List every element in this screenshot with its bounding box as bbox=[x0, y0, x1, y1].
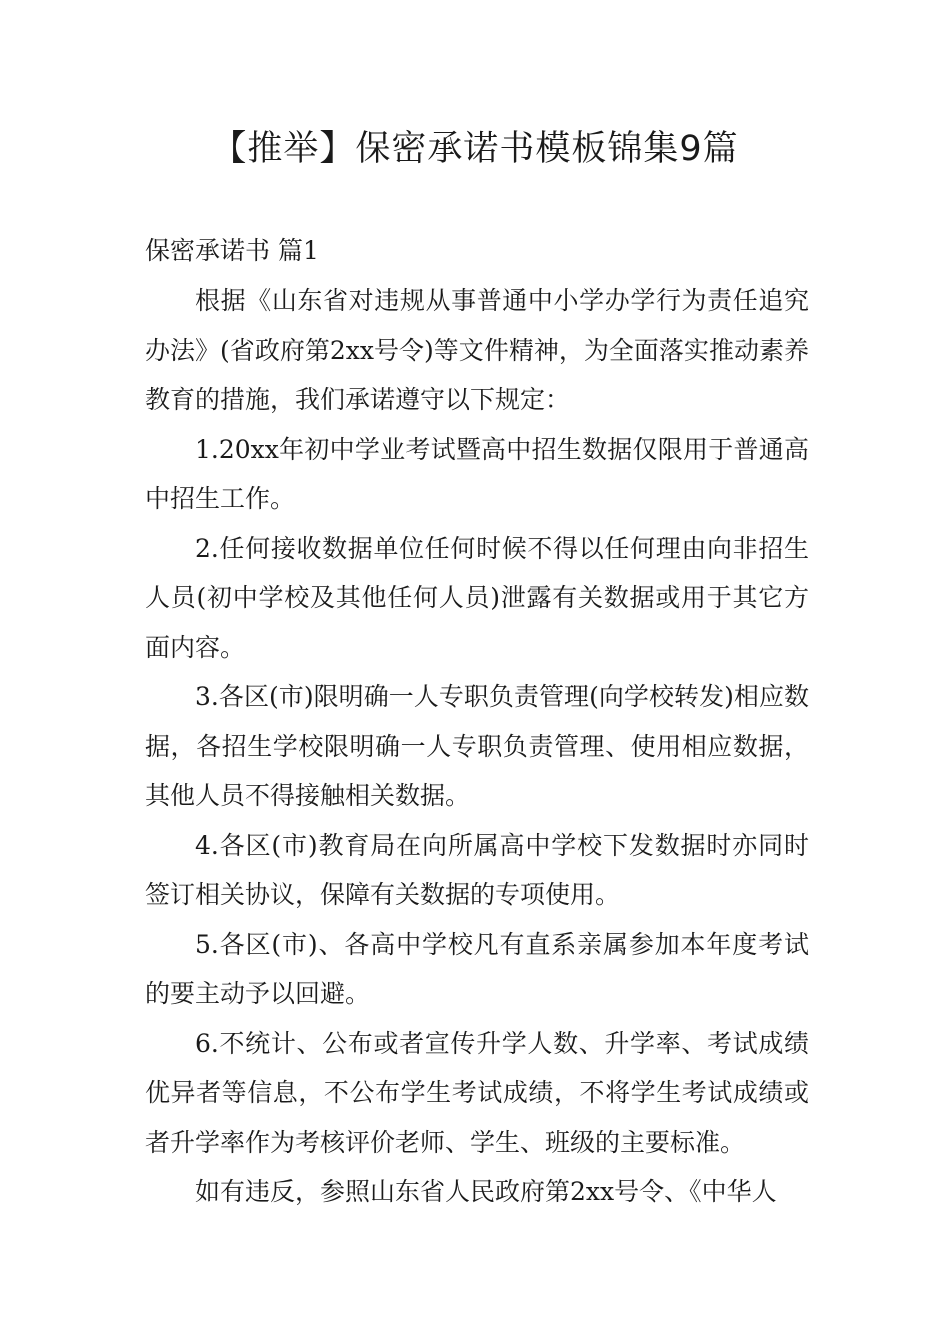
document-body bbox=[145, 226, 809, 1217]
paragraph-rule-1: 1.20xx年初中学业考试暨高中招生数据仅限用于普通高中招生工作。 bbox=[145, 434, 809, 513]
document-title: 【推举】保密承诺书模板锦集9篇 bbox=[211, 129, 739, 169]
section-heading: 保密承诺书 篇1 bbox=[145, 236, 319, 265]
paragraph-rule-5: 5.各区(市)、各高中学校凡有直系亲属参加本年度考试的要主动予以回避。 bbox=[145, 929, 809, 1008]
paragraph-intro: 根据《山东省对违规从事普通中小学办学行为责任追究办法》(省政府第2xx号令)等文件精神，为全面落实推动素养教育的措施，我们承诺遵守以下规定： bbox=[145, 286, 809, 414]
paragraph-rule-6: 6.不统计、公布或者宣传升学人数、升学率、考试成绩优异者等信息，不公布学生考试成绩，不将学生考试成绩或者升学率作为考核评价老师、学生、班级的主要标准。 bbox=[145, 1028, 809, 1157]
paragraph-rule-2: 2.任何接收数据单位任何时候不得以任何理由向非招生人员(初中学校及其他任何人员)泄露有关数据或用于其它方面内容。 bbox=[145, 533, 809, 662]
paragraph-violation: 如有违反，参照山东省人民政府第2xx号令、《中华人 bbox=[195, 1177, 777, 1206]
paragraph-rule-3: 3.各区(市)限明确一人专职负责管理(向学校转发)相应数据，各招生学校限明确一人专职负责管理、使用相应数据，其他人员不得接触相关数据。 bbox=[145, 682, 809, 810]
paragraph-rule-4: 4.各区(市)教育局在向所属高中学校下发数据时亦同时签订相关协议，保障有关数据的专项使用。 bbox=[145, 830, 809, 909]
